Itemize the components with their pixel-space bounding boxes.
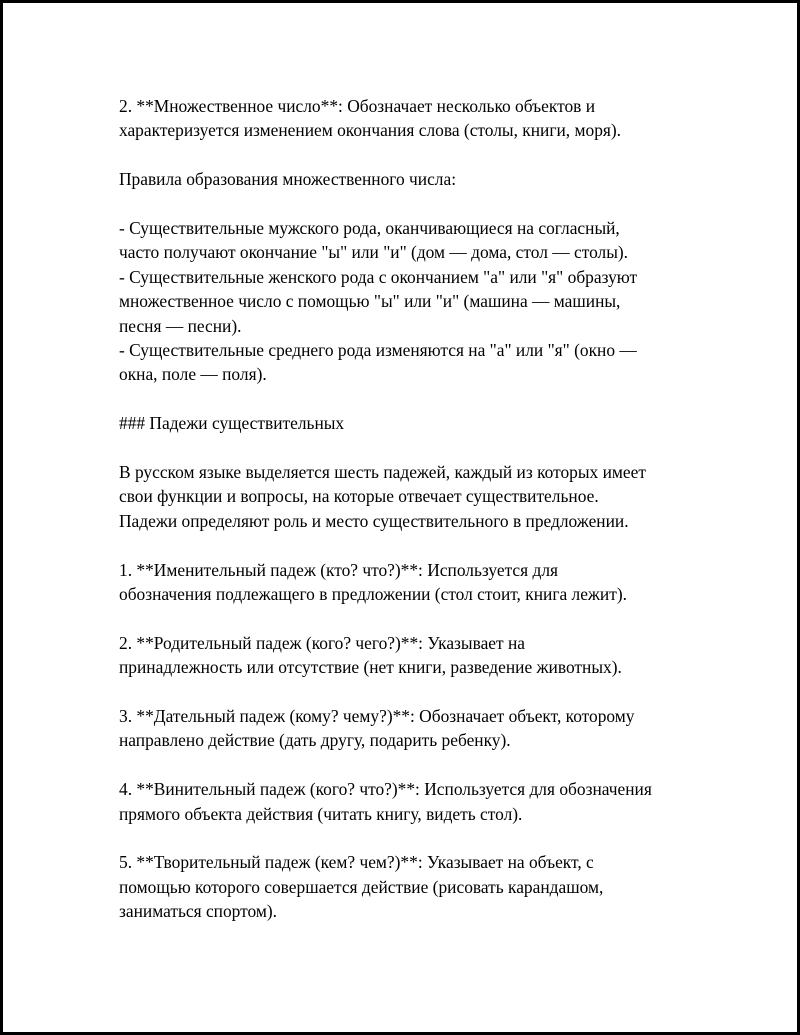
paragraph-cases-intro: В русском языке выделяется шесть падежей, каждый из которых имеет свои функции и вопросы, на которые отвечает существительное. Падежи определяют роль и место существительного в предложении.: [119, 462, 646, 531]
paragraph-plural-definition: 2. **Множественное число**: Обозначает несколько объектов и характеризуется изменением окончания слова (столы, книги, моря).: [119, 96, 622, 141]
paragraph-dative-case: 3. **Дательный падеж (кому? чему?)**: Обозначает объект, которому направлено действие (дать другу, подарить ребенку).: [119, 706, 635, 751]
paragraph-plural-rules-list: - Существительные мужского рода, оканчивающиеся на согласный, часто получают окончание "ы" или "и" (дом — дома, стол — столы). - Существительные женского рода с окончанием "а" или "я" образуют множественное число с помощью "ы" или "и" (машина — машины, песня — песни). - Существительные среднего рода изменяются на "а" или "я" (окно — окна, поле — поля).: [119, 218, 638, 385]
document-body: [119, 94, 719, 924]
paragraph-instrumental-case: 5. **Творительный падеж (кем? чем?)**: Указывает на объект, с помощью которого совершается действие (рисовать карандашом, заниматься спортом).: [119, 852, 604, 922]
paragraph-genitive-case: 2. **Родительный падеж (кого? чего?)**: Указывает на принадлежность или отсутствие (нет книги, разведение животных).: [119, 632, 622, 678]
paragraph-nominative-case: 1. **Именительный падеж (кто? что?)**: Используется для обозначения подлежащего в предложении (стол стоит, книга лежит).: [119, 559, 627, 605]
paragraph-accusative-case: 4. **Винительный падеж (кого? что?)**: Используется для обозначения прямого объекта действия (читать книгу, видеть стол).: [119, 779, 652, 824]
paragraph-plural-rules-heading: Правила образования множественного числа:: [119, 169, 457, 190]
section-heading-cases: ### Падежи существительных: [119, 413, 345, 434]
